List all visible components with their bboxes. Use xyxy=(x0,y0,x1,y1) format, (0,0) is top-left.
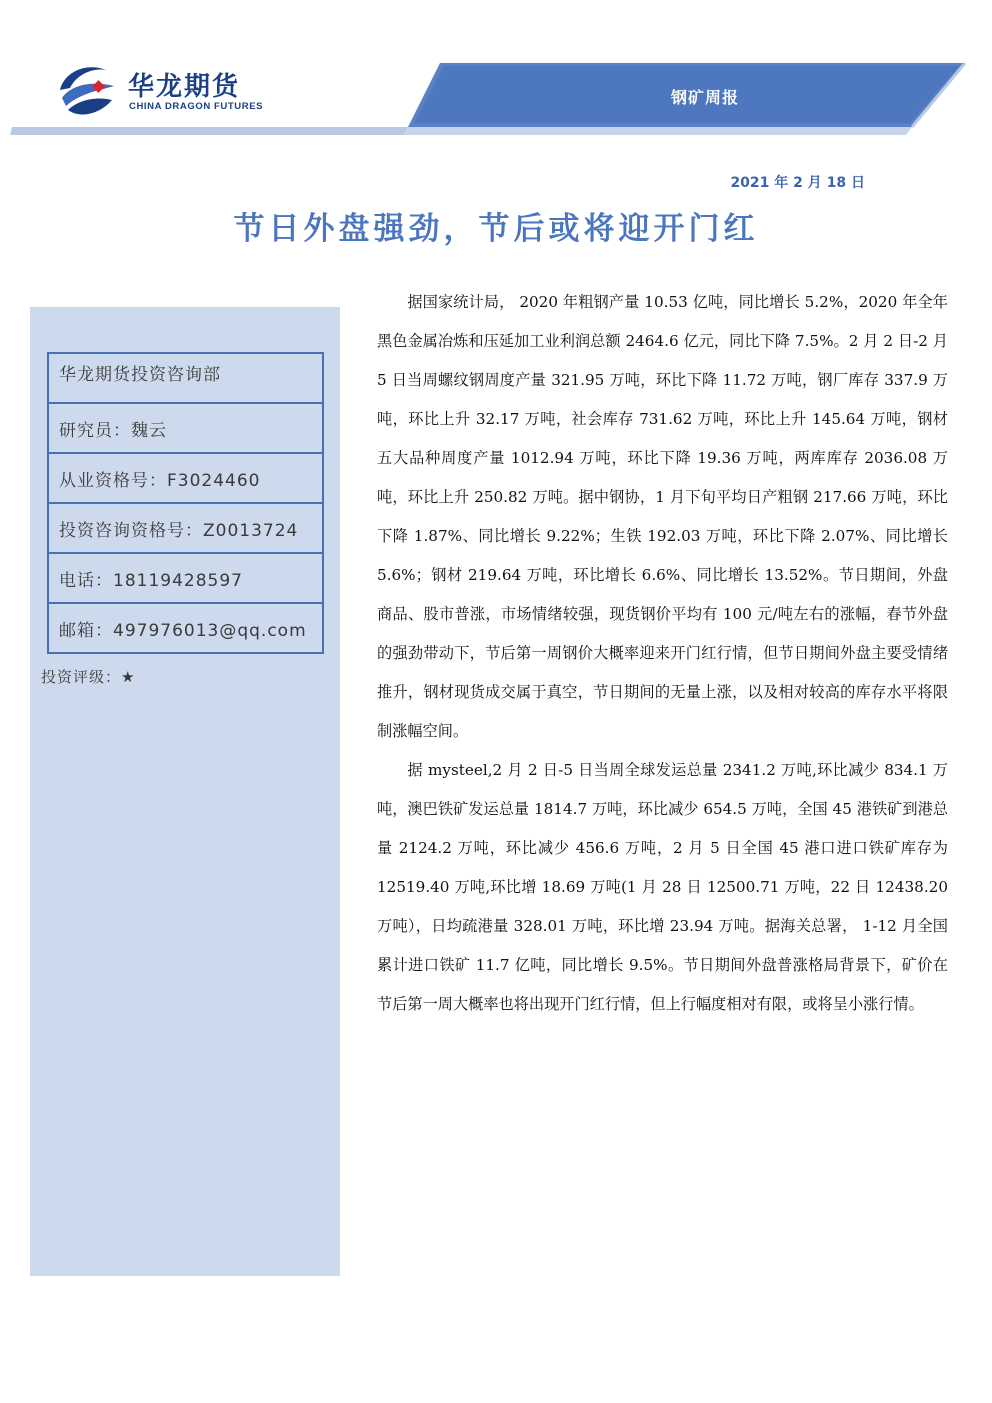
investment-rating: 投资评级：★ xyxy=(41,668,136,686)
page-title: 节日外盘强劲，节后或将迎开门红 xyxy=(233,211,759,247)
researcher-label: 研究员：魏云 xyxy=(49,402,322,452)
company-name-en: CHINA DRAGON FUTURES xyxy=(129,101,264,112)
department-label: 华龙期货投资咨询部 xyxy=(59,365,221,385)
qualification-number: 从业资格号：F3024460 xyxy=(49,452,322,502)
analyst-info-box xyxy=(47,352,324,654)
report-type-label: 钢矿周报 xyxy=(670,88,739,107)
company-name: 华龙期货 xyxy=(128,72,241,102)
report-date: 2021 年 2 月 18 日 xyxy=(730,175,865,191)
header-banner xyxy=(0,55,992,145)
report-body xyxy=(377,283,948,1024)
consulting-qualification-number: 投资咨询资格号：Z0013724 xyxy=(49,502,322,552)
email-address[interactable]: 邮箱：497976013@qq.com xyxy=(49,602,322,652)
paragraph-steel: 据国家统计局， 2020 年粗钢产量 10.53 亿吨，同比增长 5.2%，2020 年全年黑色金属冶炼和压延加工业利润总额 2464.6 亿元，同比下降 7.5%。2 月 2 日-2 月 5 日当周螺纹钢周度产量 321.95 万吨，环比下降 11.72 万吨，钢厂库存 337.9 万吨，环比上升 32.17 万吨，社会库存 731.62 万吨，环比上升 145.64 万吨，钢材五大品种周度产量 1012.94 万吨，环比下降 19.36 万吨，两库库存 2036.08 万吨，环比上升 250.82 万吨。据中钢协，1 月下旬平均日产粗钢 217.66 万吨，环比下降 1.87%、同比增长 9.22%；生铁 192.03 万吨，环比下降 2.07%、同比增长 5.6%；钢材 219.64 万吨，环比增长 6.6%、同比增长 13.52%。节日期间，外盘商品、股市普涨，市场情绪较强，现货钢价平均有 100 元/吨左右的涨幅，春节外盘的强劲带动下，节后第一周钢价大概率迎来开门红行情，但节日期间外盘主要受情绪推升，钢材现货成交属于真空，节日期间的无量上涨，以及相对较高的库存水平将限制涨幅空间。 xyxy=(377,293,948,740)
phone-number: 电话：18119428597 xyxy=(49,552,322,602)
paragraph-iron-ore: 据 mysteel,2 月 2 日-5 日当周全球发运总量 2341.2 万吨,环比减少 834.1 万吨，澳巴铁矿发运总量 1814.7 万吨，环比减少 654.5 万吨，全国 45 港铁矿到港总量 2124.2 万吨，环比减少 456.6 万吨，2 月 5 日全国 45 港口进口铁矿库存为 12519.40 万吨,环比增 18.69 万吨(1 月 28 日 12500.71 万吨，22 日 12438.20 万吨），日均疏港量 328.01 万吨，环比增 23.94 万吨。据海关总署， 1-12 月全国累计进口铁矿 11.7 亿吨，同比增长 9.5%。节日期间外盘普涨格局背景下，矿价在节后第一周大概率也将出现开门红行情，但上行幅度相对有限，或将呈小涨行情。 xyxy=(377,761,948,1013)
